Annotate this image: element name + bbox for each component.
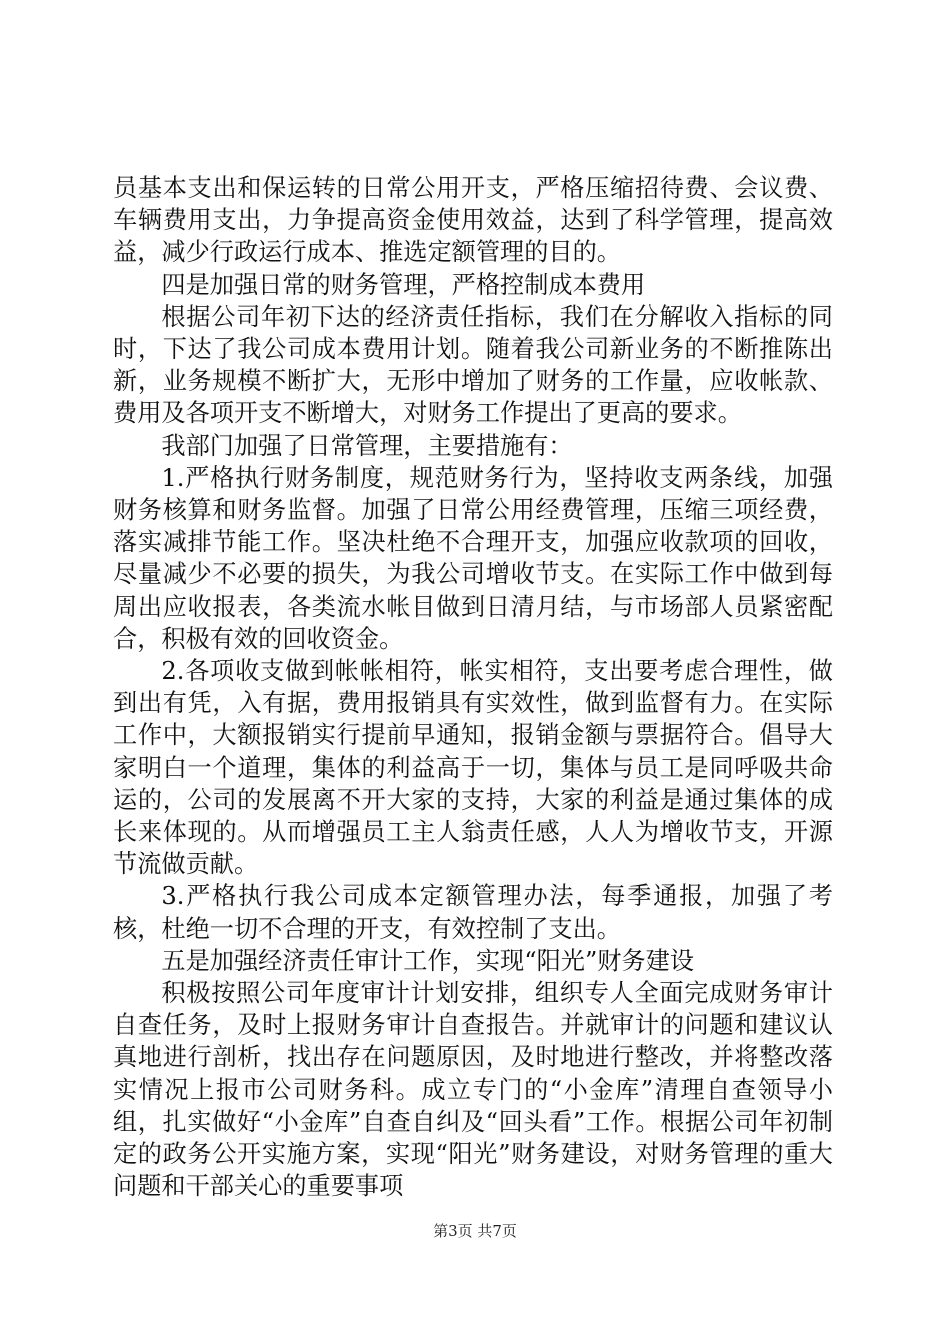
section-heading-4: 四是加强日常的财务管理，严格控制成本费用 <box>161 270 646 299</box>
section-heading-5: 五是加强经济责任审计工作，实现“阳光”财务建设 <box>161 946 695 975</box>
list-item-2: 2.各项收支做到帐帐相符，帐实相符，支出要考虑合理性，做到出有凭，入有据，费用报销具有实效性，做到监督有力。在实际工作中，大额报销实行提前早通知，报销金额与票据符合。倡导大家明白一个道理，集体的利益高于一切，集体与员工是同呼吸共命运的，公司的发展离不开大家的支持，大家的利益是通过集体的成长来体现的。从而增强员工主人翁责任感，人人为增收节支，开源节流做贡献。 <box>113 657 833 879</box>
list-item-1: 1.严格执行财务制度，规范财务行为，坚持收支两条线，加强财务核算和财务监督。加强了日常公用经费管理，压缩三项经费，落实减排节能工作。坚决杜绝不合理开支，加强应收款项的回收，尽量减少不必要的损失，为我公司增收节支。在实际工作中做到每周出应收报表，各类流水帐目做到日清月结，与市场部人员紧密配合，积极有效的回收资金。 <box>113 463 833 653</box>
page-number-footer: 第3页 共7页 <box>433 1222 517 1240</box>
document-body <box>113 172 833 1203</box>
paragraph-1: 员基本支出和保运转的日常公用开支，严格压缩招待费、会议费、车辆费用支出，力争提高资金使用效益，达到了科学管理，提高效益，减少行政运行成本、推选定额管理的目的。 <box>113 174 833 267</box>
paragraph-9: 积极按照公司年度审计计划安排，组织专人全面完成财务审计自查任务，及时上报财务审计自查报告。并就审计的问题和建议认真地进行剖析，找出存在问题原因，及时地进行整改，并将整改落实情况上报市公司财务科。成立专门的“小金库”清理自查领导小组，扎实做好“小金库”自查自纠及“回头看”工作。根据公司年初制定的政务公开实施方案，实现“阳光”财务建设，对财务管理的重大问题和干部关心的重要事项 <box>113 979 833 1201</box>
paragraph-4: 我部门加强了日常管理，主要措施有： <box>161 431 573 460</box>
list-item-3: 3.严格执行我公司成本定额管理办法，每季通报，加强了考核，杜绝一切不合理的开支，有效控制了支出。 <box>113 882 833 943</box>
paragraph-3: 根据公司年初下达的经济责任指标，我们在分解收入指标的同时，下达了我公司成本费用计划。随着我公司新业务的不断推陈出新，业务规模不断扩大，无形中增加了财务的工作量，应收帐款、费用及各项开支不断增大，对财务工作提出了更高的要求。 <box>113 302 833 428</box>
